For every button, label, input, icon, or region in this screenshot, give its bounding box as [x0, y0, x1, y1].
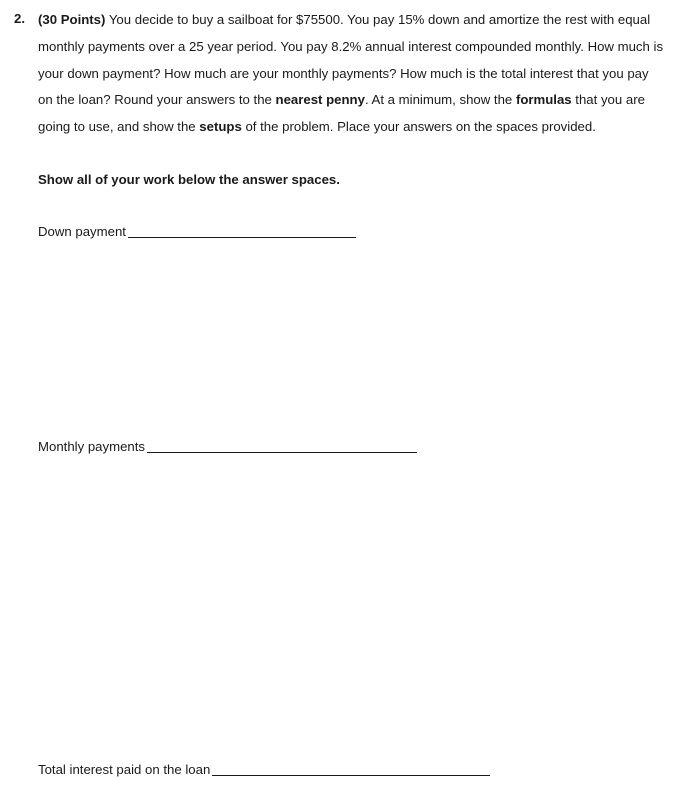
total-interest-blank[interactable]: [212, 763, 490, 776]
emphasis-formulas: formulas: [515, 92, 572, 108]
question-number: 2.: [14, 11, 25, 26]
monthly-payments-label: Monthly payments: [38, 439, 146, 454]
question-text-part-3: that you are going to use, and show the: [38, 92, 645, 135]
question-text: [38, 7, 664, 141]
question-points: (30 Points): [38, 12, 106, 27]
monthly-payments-blank[interactable]: [147, 440, 417, 453]
down-payment-label: Down payment: [38, 224, 126, 239]
emphasis-nearest-penny: nearest penny: [275, 92, 365, 108]
question-text-part-2: . At a minimum, show the: [364, 92, 516, 108]
question-text-part-1: You decide to buy a sailboat for $75500. You pay 15% down and amortize the rest with equal monthly payments over a 25 year period. You pay 8.2% annual interest compounded monthly. How much is your down payment? How much are your monthly payments? How much is the total interest that you pay on the loan? Round your answers to the: [38, 12, 664, 108]
total-interest-answer: [38, 761, 490, 779]
down-payment-answer: [38, 223, 356, 241]
total-interest-label: Total interest paid on the loan: [38, 762, 211, 777]
question-block: [14, 7, 664, 141]
show-work-instruction: Show all of your work below the answer spaces.: [38, 172, 340, 187]
monthly-payments-answer: [38, 438, 417, 456]
emphasis-setups: setups: [199, 119, 242, 135]
down-payment-blank[interactable]: [128, 225, 356, 238]
question-text-part-4: of the problem. Place your answers on the spaces provided.: [241, 119, 596, 135]
